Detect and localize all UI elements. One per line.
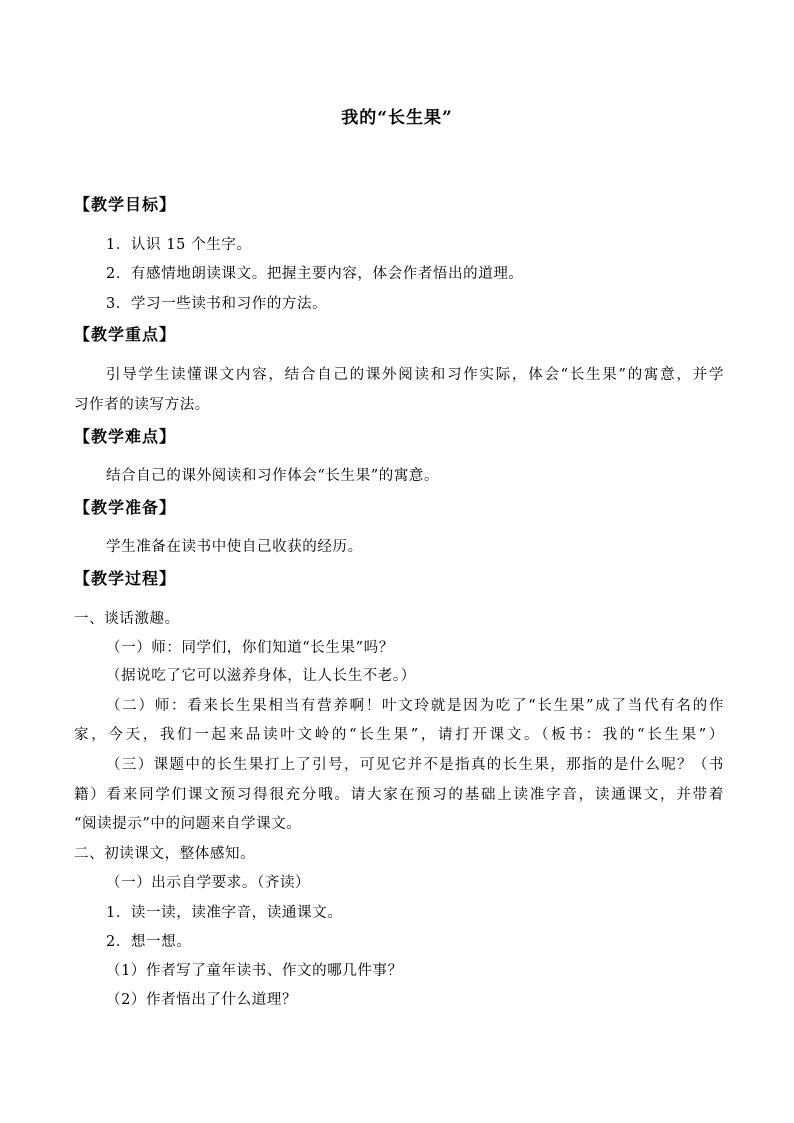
process-part2-p2: 1．读一读，读准字音，读通课文。 xyxy=(106,905,343,921)
key-points-line-1: 引导学生读懂课文内容，结合自己的课外阅读和习作实际，体会“长生果”的寓意，并学 xyxy=(106,367,724,383)
goal-item-1: 1．认识 15 个生字。 xyxy=(106,237,252,253)
section-heading-preparation: 【教学准备】 xyxy=(74,498,177,517)
process-part1-p4-line1: （三）课题中的长生果打上了引号，可见它并不是指真的长生果，那指的是什么呢？（书 xyxy=(106,757,724,773)
process-part1-p1: （一）师：同学们，你们知道“长生果”吗？ xyxy=(106,640,394,656)
difficulties-line-1: 结合自己的课外阅读和习作体会“长生果”的寓意。 xyxy=(106,468,440,484)
section-heading-process: 【教学过程】 xyxy=(74,569,177,588)
goal-item-3: 3．学习一些读书和习作的方法。 xyxy=(106,296,328,312)
preparation-line-1: 学生准备在读书中使自己收获的经历。 xyxy=(106,539,363,555)
process-part1-p3-line1: （二）师：看来长生果相当有营养啊！叶文玲就是因为吃了“长生果”成了当代有名的作 xyxy=(106,698,724,714)
section-heading-key-points: 【教学重点】 xyxy=(74,325,177,344)
page-title: 我的“长生果” xyxy=(341,108,453,128)
process-part1-p3-line2: 家，今天，我们一起来品读叶文岭的“长生果”，请打开课文。（板书：我的“长生果”） xyxy=(74,727,724,743)
process-part1-p2: （据说吃了它可以滋养身体，让人长生不老。） xyxy=(106,668,416,684)
goal-item-2: 2．有感情地朗读课文。把握主要内容，体会作者悟出的道理。 xyxy=(106,266,524,282)
process-part1-title: 一、谈话激趣。 xyxy=(74,611,180,627)
process-part1-p4-line2: 籍）看来同学们课文预习得很充分哦。请大家在预习的基础上读准字音，读通课文，并带着 xyxy=(74,787,724,803)
section-heading-goals: 【教学目标】 xyxy=(74,195,177,214)
process-part2-p1: （一）出示自学要求。（齐读） xyxy=(106,875,311,891)
process-part2-p4: （1）作者写了童年读书、作文的哪几件事？ xyxy=(106,963,403,979)
process-part2-p3: 2．想一想。 xyxy=(106,934,192,950)
process-part2-title: 二、初读课文，整体感知。 xyxy=(74,846,256,862)
section-heading-difficulties: 【教学难点】 xyxy=(74,427,177,446)
process-part1-p4-line3: “阅读提示”中的问题来自学课文。 xyxy=(74,816,302,832)
key-points-line-2: 习作者的读写方法。 xyxy=(74,397,210,413)
process-part2-p5: （2）作者悟出了什么道理？ xyxy=(106,992,298,1008)
